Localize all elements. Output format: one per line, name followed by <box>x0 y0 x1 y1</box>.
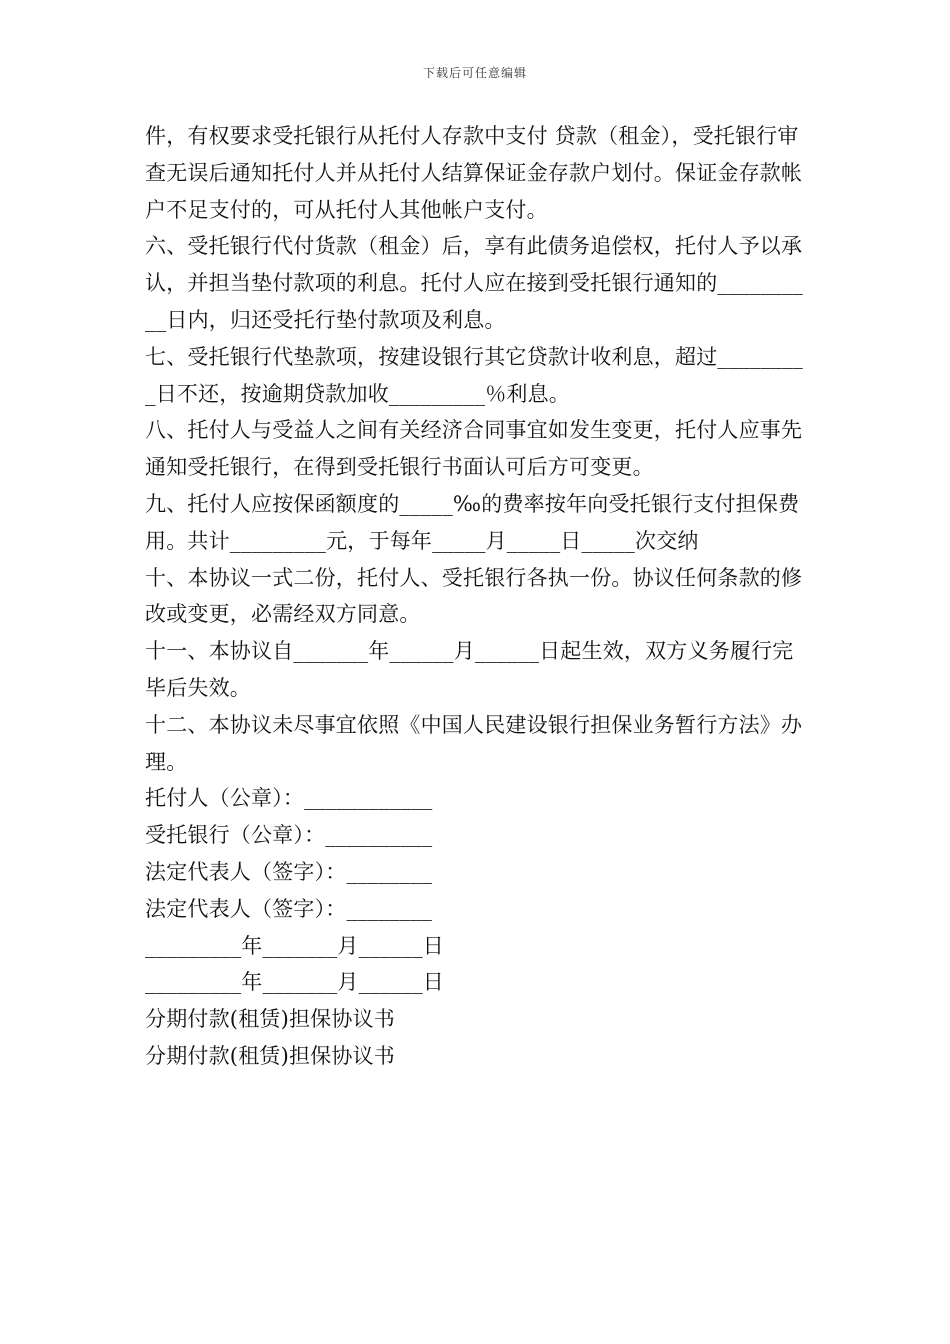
clause-paragraph: 八、托付人与受益人之间有关经济合同事宜如发生变更，托付人应事先通知受托银行，在得到受托银行书面认可后方可变更。 <box>145 418 803 480</box>
date-line: _________年_______月______日 <box>145 933 444 958</box>
document-body <box>145 118 807 1075</box>
clause-paragraph: 九、托付人应按保函额度的_____‰的费率按年向受托银行支付担保费用。共计_________元，于每年_____月_____日_____次交纳 <box>145 491 800 553</box>
page-header: 下载后可任意编辑 <box>422 66 527 80</box>
clause-paragraph: 十二、本协议未尽事宜依照《中国人民建设银行担保业务暂行方法》办理。 <box>145 712 803 774</box>
clause-paragraph: 七、受托银行代垫款项，按建设银行其它贷款计收利息，超过_________日不还，按逾期贷款加收_________％利息。 <box>145 344 803 406</box>
clause-paragraph: 件，有权要求受托银行从托付人存款中支付 贷款（租金），受托银行审查无误后通知托付人并从托付人结算保证金存款户划付。保证金存款帐户不足支付的，可从托付人其他帐户支付。 <box>145 124 803 222</box>
date-line: _________年_______月______日 <box>145 970 444 995</box>
clause-paragraph: 六、受托银行代付货款（租金）后，享有此债务追偿权，托付人予以承认，并担当垫付款项的利息。托付人应在接到受托银行通知的__________日内，归还受托行垫付款项及利息。 <box>145 234 803 332</box>
clause-paragraph: 十一、本协议自_______年______月______日起生效，双方义务履行完毕后失效。 <box>145 639 794 700</box>
signature-line-legal-rep: 法定代表人（签字）：________ <box>145 859 433 884</box>
document-title-line: 分期付款(租赁)担保协议书 <box>145 1043 395 1068</box>
clause-paragraph: 十、本协议一式二份，托付人、受托银行各执一份。协议任何条款的修改或变更，必需经双方同意。 <box>145 565 803 627</box>
signature-line-bank: 受托银行（公章）：__________ <box>145 823 433 848</box>
document-title-line: 分期付款(租赁)担保协议书 <box>145 1007 395 1032</box>
signature-line-principal: 托付人（公章）：____________ <box>145 786 433 811</box>
signature-line-legal-rep: 法定代表人（签字）：________ <box>145 896 433 921</box>
